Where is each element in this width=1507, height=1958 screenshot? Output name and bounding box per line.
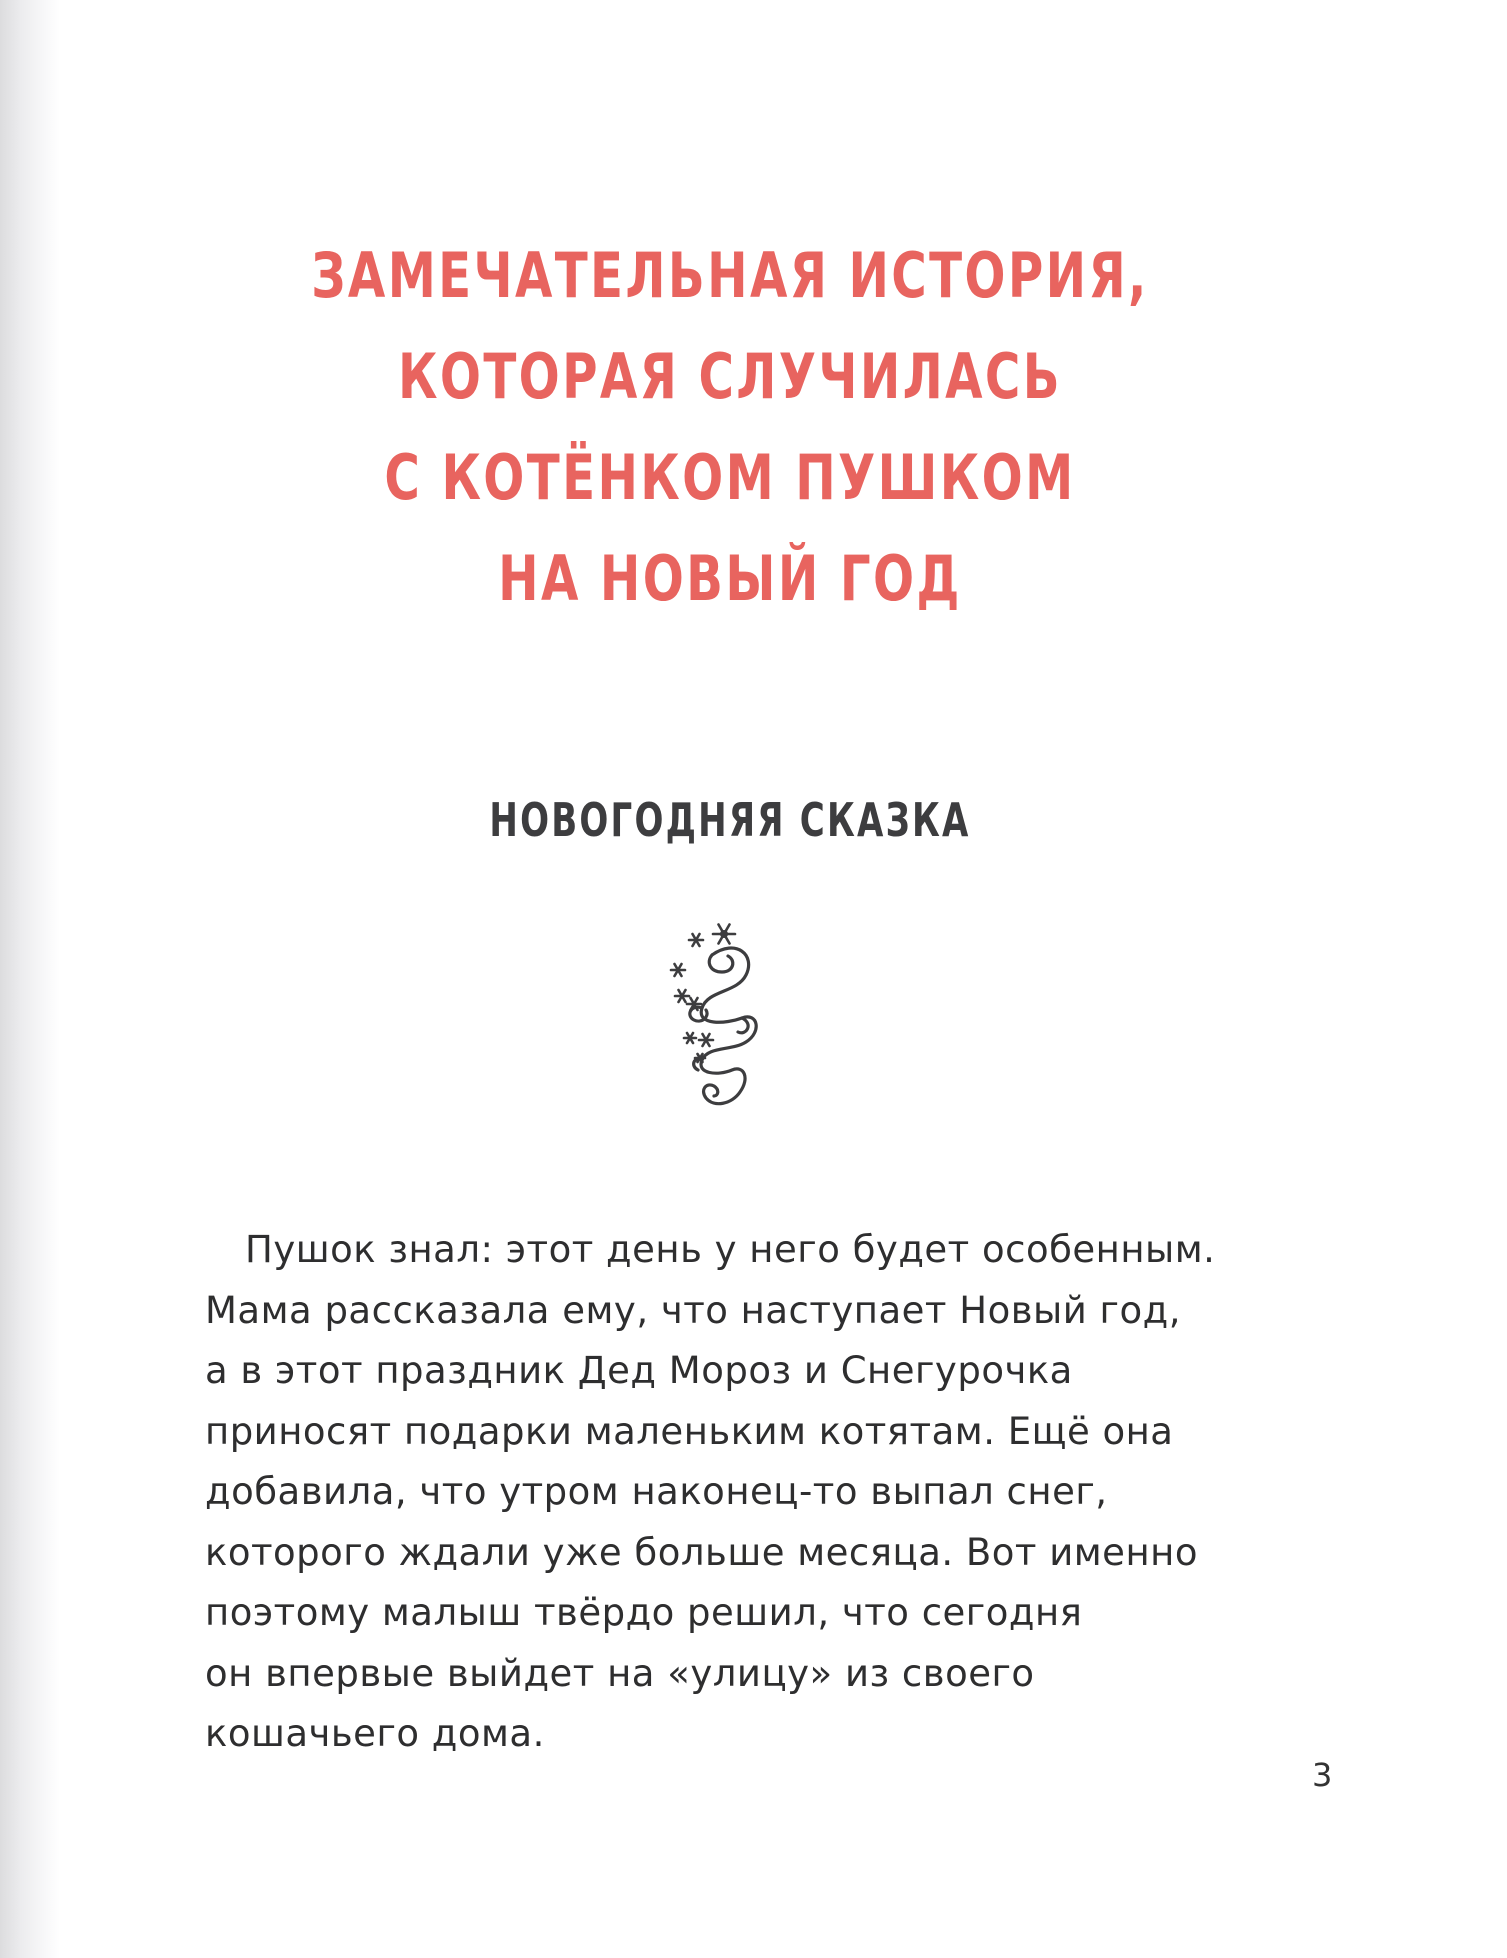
story-paragraph [205, 1220, 1265, 1765]
paragraph-line: добавила, что утром наконец-то выпал снег, [205, 1470, 1108, 1513]
paragraph-line: Мама рассказала ему, что наступает Новый год, [205, 1288, 1181, 1332]
paragraph-line: которого ждали уже больше месяца. Вот именно [205, 1530, 1198, 1574]
paragraph-line: он впервые выйдет на «улицу» из своего [205, 1651, 1035, 1695]
title-line-4: НА НОВЫЙ ГОД [498, 542, 962, 615]
title-line-2: КОТОРАЯ СЛУЧИЛАСЬ [398, 340, 1062, 413]
paragraph-line: кошачьего дома. [205, 1712, 545, 1755]
story-title [180, 225, 1280, 629]
paragraph-line: приносят подарки маленьким котятам. Ещё она [205, 1409, 1174, 1453]
title-line-3: С КОТЁНКОМ ПУШКОМ [384, 441, 1076, 514]
page-gutter-shadow [0, 0, 60, 1958]
title-line-1: ЗАМЕЧАТЕЛЬНАЯ ИСТОРИЯ, [311, 239, 1149, 312]
story-subtitle: НОВОГОДНЯЯ СКАЗКА [489, 793, 971, 847]
paragraph-line: а в этот праздник Дед Мороз и Снегурочка [205, 1349, 1073, 1392]
snowflake-swirl-ornament-icon [650, 920, 770, 1120]
page-number: 3 [1312, 1756, 1333, 1794]
paragraph-line: Пушок знал: этот день у него будет особенным. [245, 1228, 1216, 1271]
paragraph-line: поэтому малыш твёрдо решил, что сегодня [205, 1591, 1083, 1634]
